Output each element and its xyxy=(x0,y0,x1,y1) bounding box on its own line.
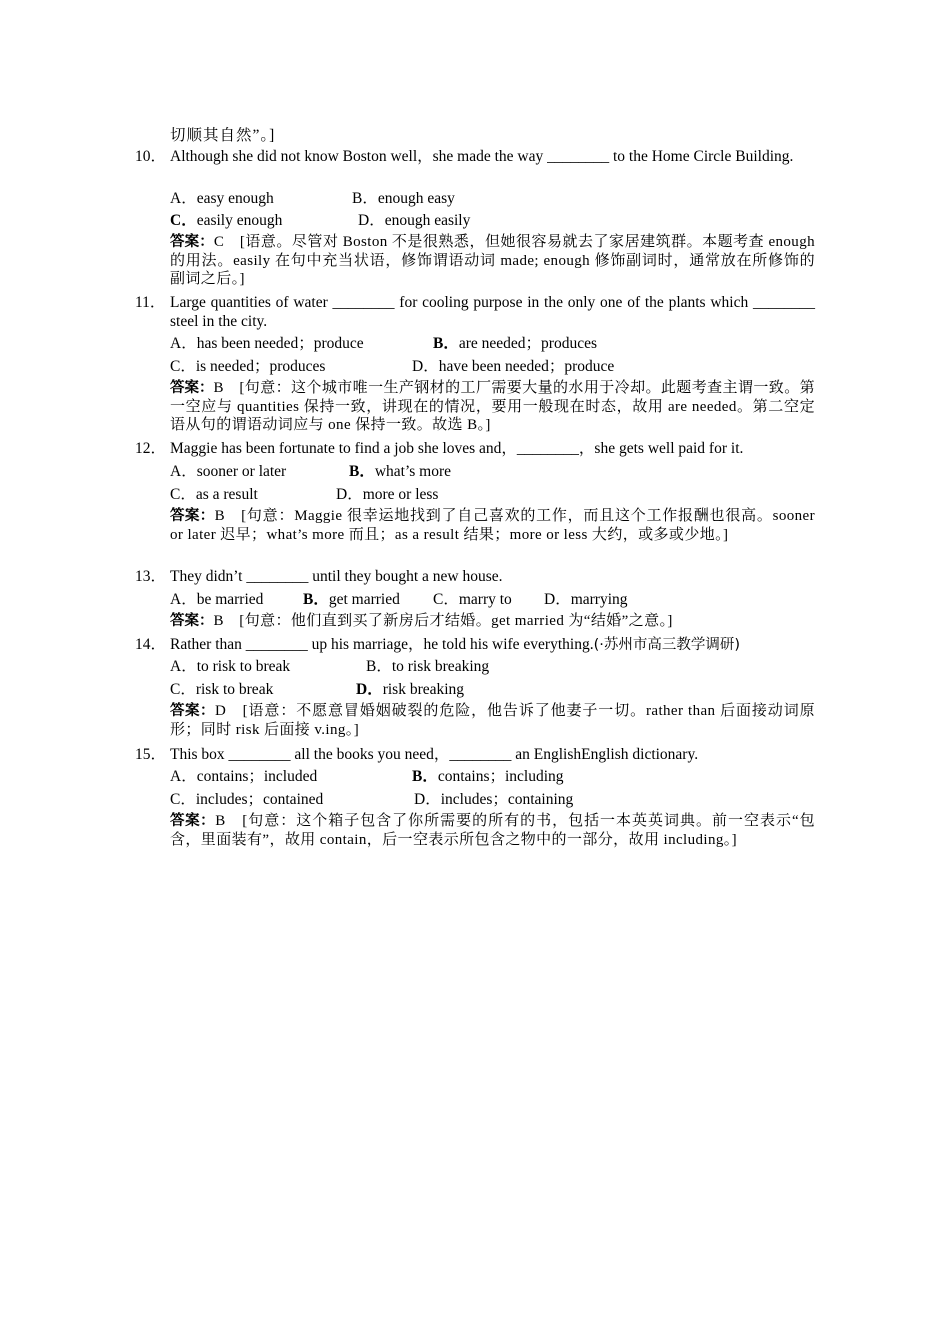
question-number: 11． xyxy=(135,294,166,311)
question-number: 15． xyxy=(135,746,167,763)
option-d: D．includes；containing xyxy=(414,791,574,808)
question-number: 12． xyxy=(135,440,167,457)
question-stem: Rather than ________ up his marriage，he told his wife everything.(·苏州市高三教学调研) xyxy=(170,636,741,653)
question-stem: They didn’t ________ until they bought a new house. xyxy=(170,568,503,585)
option-d: D．have been needed；produce xyxy=(412,358,615,375)
question-number: 13． xyxy=(135,568,167,585)
option-d: D．marrying xyxy=(544,591,628,608)
question-number: 10． xyxy=(135,148,167,165)
option-c: C．easily enough xyxy=(170,212,283,229)
option-c: C．as a result xyxy=(170,486,258,503)
answer-explanation: 答案：C [语意。尽管对 Boston 不是很熟悉，但她很容易就去了家居建筑群。本题考查 enough 的用法。easily 在句中充当状语，修饰谓语动词 made; enough 修饰副词时，通常放在所修饰的副词之后。] xyxy=(170,234,816,287)
question-number: 14． xyxy=(135,636,167,653)
option-d: D．more or less xyxy=(336,486,439,503)
question-stem: This box ________ all the books you need，________ an EnglishEnglish dictionary. xyxy=(170,746,699,763)
option-a: A．contains；included xyxy=(170,768,318,785)
option-a: A．has been needed；produce xyxy=(170,335,364,352)
question-stem: Maggie has been fortunate to find a job she loves and，________，she gets well paid for it. xyxy=(170,440,744,457)
option-a: A．sooner or later xyxy=(170,463,287,480)
option-c: C．is needed；produces xyxy=(170,358,326,375)
answer-explanation: 答案：D [语意：不愿意冒婚姻破裂的危险，他告诉了他妻子一切。rather than 后面接动词原形；同时 risk 后面接 v.ing。] xyxy=(170,703,816,738)
option-b: B．are needed；produces xyxy=(433,335,597,352)
previous-answer-continuation: 切顺其自然”。] xyxy=(170,127,276,144)
option-b: B．get married xyxy=(303,591,400,608)
option-c: C．risk to break xyxy=(170,681,274,698)
question-source: (·苏州市高三教学调研) xyxy=(593,637,741,653)
answer-explanation: 答案：B [句意：他们直到买了新房后才结婚。get married 为“结婚”之意。] xyxy=(170,613,673,629)
option-a: A．easy enough xyxy=(170,190,274,207)
option-a: A．be married xyxy=(170,591,264,608)
option-a: A．to risk to break xyxy=(170,658,291,675)
option-d: D．risk breaking xyxy=(356,681,465,698)
option-d: D．enough easily xyxy=(358,212,471,229)
question-stem: Large quantities of water ________ for cooling purpose in the only one of the plants which ________ steel in the city. xyxy=(170,294,815,330)
option-b: B．what’s more xyxy=(349,463,452,480)
option-b: B．contains；including xyxy=(412,768,564,785)
question-stem: Although she did not know Boston well，she made the way ________ to the Home Circle Building. xyxy=(170,148,794,165)
option-c: C．includes；contained xyxy=(170,791,324,808)
option-b: B．to risk breaking xyxy=(366,658,490,675)
answer-explanation: 答案：B [句意：这个城市唯一生产钢材的工厂需要大量的水用于冷却。此题考查主谓一致。第一空应与 quantities 保持一致，讲现在的情况，要用一般现在时态，故用 are needed。第二空定语从句的谓语动词应与 one 保持一致。故选 B。] xyxy=(170,380,816,433)
answer-explanation: 答案：B [句意：这个箱子包含了你所需要的所有的书，包括一本英英词典。前一空表示“包含，里面装有”，故用 contain，后一空表示所包含之物中的一部分，故用 including。] xyxy=(170,813,816,848)
option-c: C．marry to xyxy=(433,591,512,608)
option-b: B．enough easy xyxy=(352,190,455,207)
answer-explanation: 答案：B [句意：Maggie 很幸运地找到了自己喜欢的工作，而且这个工作报酬也很高。sooner or later 迟早；what’s more 而且；as a result 结果；more or less 大约，或多或少地。] xyxy=(170,508,816,543)
